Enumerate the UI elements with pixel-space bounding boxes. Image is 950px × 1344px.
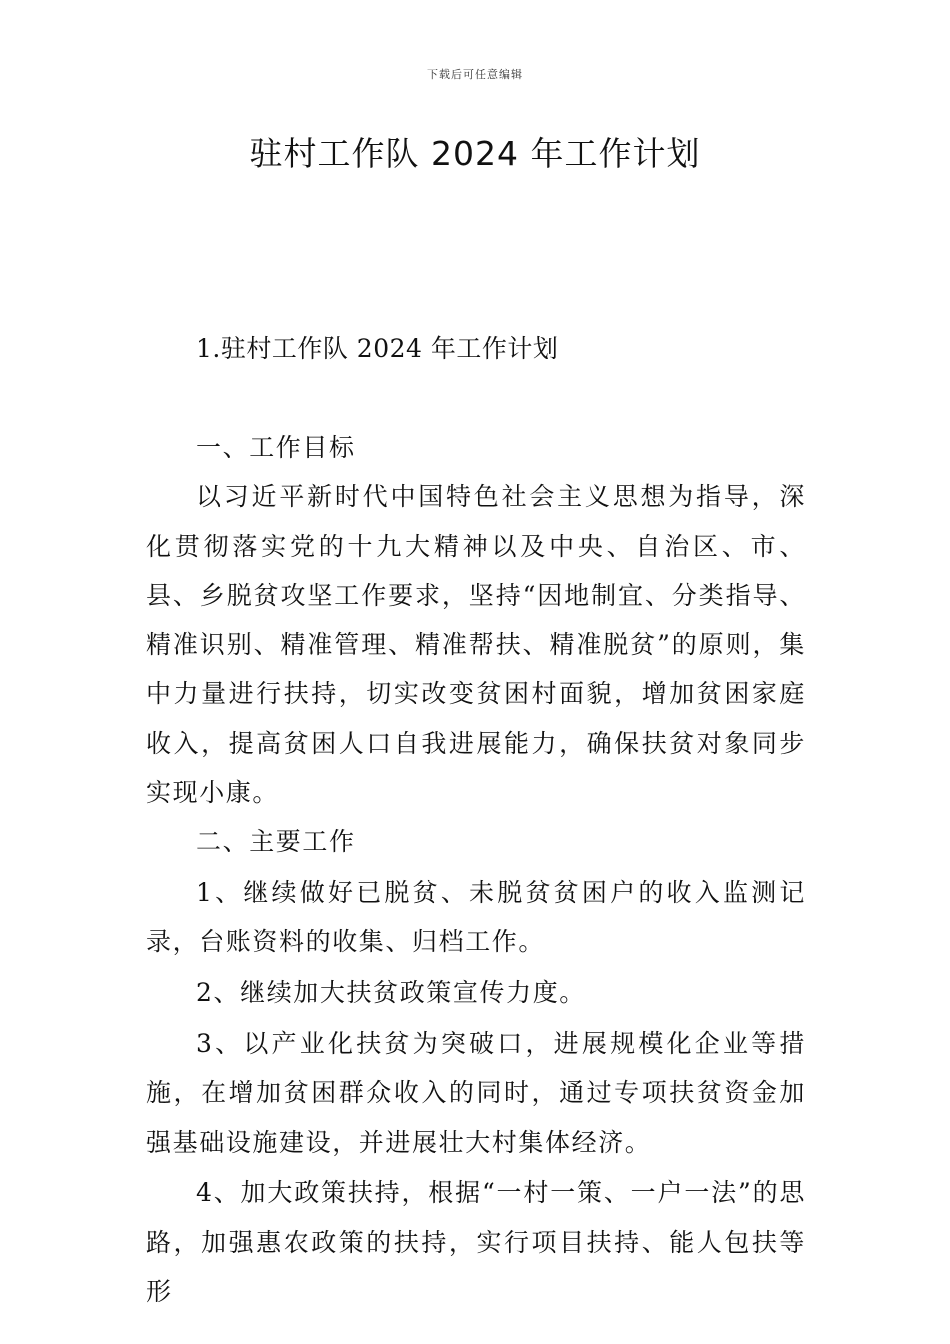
- page-header-note: 下载后可任意编辑: [427, 68, 523, 81]
- document-subtitle: 1.驻村工作队 2024 年工作计划: [196, 334, 559, 363]
- paragraph-item-3: 3、以产业化扶贫为突破口，进展规模化企业等措施，在增加贫困群众收入的同时，通过专项扶贫资金加强基础设施建设，并进展壮大村集体经济。: [146, 1029, 806, 1157]
- document-title: 驻村工作队 2024 年工作计划: [249, 134, 701, 173]
- paragraph-item-2: 2、继续加大扶贫政策宣传力度。: [196, 978, 586, 1008]
- section-heading-goals: 一、工作目标: [196, 433, 356, 462]
- paragraph-item-1: 1、继续做好已脱贫、未脱贫贫困户的收入监测记录，台账资料的收集、归档工作。: [146, 878, 806, 957]
- section-heading-main-work: 二、主要工作: [196, 827, 356, 857]
- document-body: [146, 423, 806, 1316]
- paragraph-goals: 以习近平新时代中国特色社会主义思想为指导，深化贯彻落实党的十九大精神以及中央、自治区、市、县、乡脱贫攻坚工作要求，坚持“因地制宜、分类指导、精准识别、精准管理、精准帮扶、精准脱贫”的原则，集中力量进行扶持，切实改变贫困村面貌，增加贫困家庭收入，提高贫困人口自我进展能力，确保扶贫对象同步实现小康。: [146, 482, 806, 808]
- paragraph-item-4: 4、加大政策扶持，根据“一村一策、一户一法”的思路，加强惠农政策的扶持，实行项目扶持、能人包扶等形: [146, 1178, 806, 1307]
